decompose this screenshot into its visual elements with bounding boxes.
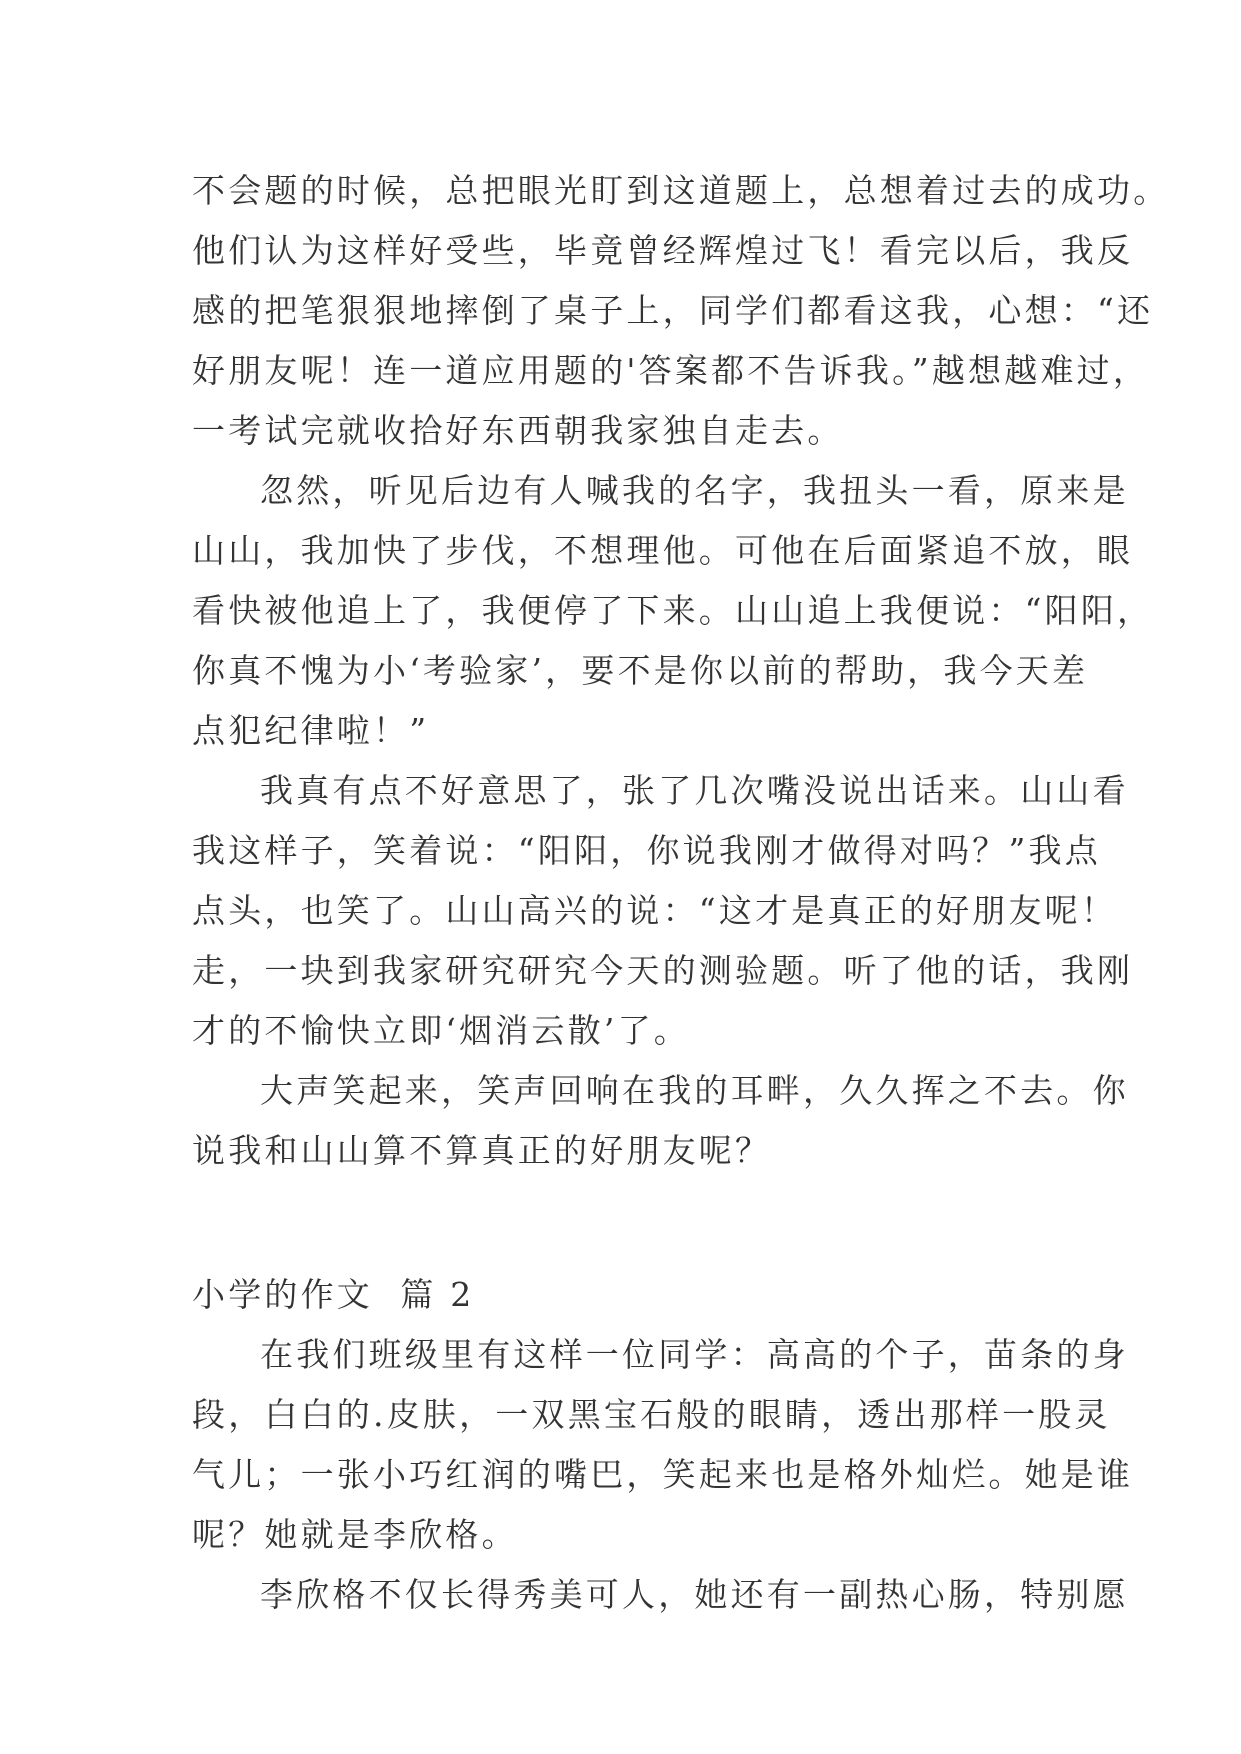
text-line: 看快被他追上了，我便停了下来。山山追上我便说：“阳阳， (192, 591, 1154, 630)
text-line: 李欣格不仅长得秀美可人，她还有一副热心肠，特别愿 (260, 1575, 1129, 1614)
text-line: 气儿；一张小巧红润的嘴巴，笑起来也是格外灿烂。她是谁 (192, 1455, 1134, 1494)
text-line: 好朋友呢！连一道应用题的'答案都不告诉我。”越想越难过， (192, 351, 1150, 390)
paragraph (192, 761, 1134, 1061)
text-line: 忽然，听见后边有人喊我的名字，我扭头一看，原来是 (260, 471, 1129, 510)
text-line: 才的不愉快立即‘烟消云散’了。 (192, 1011, 690, 1050)
text-line: 感的把笔狠狠地摔倒了桌子上，同学们都看这我，心想：“还 (192, 291, 1154, 330)
text-line: 我这样子，笑着说：“阳阳，你说我刚才做得对吗？”我点 (192, 831, 1101, 870)
text-line: 走，一块到我家研究研究今天的测验题。听了他的话，我刚 (192, 951, 1134, 990)
paragraph (192, 1565, 1129, 1625)
text-line: 他们认为这样好受些，毕竟曾经辉煌过飞！看完以后，我反 (192, 231, 1134, 270)
text-line: 一考试完就收拾好东西朝我家独自走去。 (192, 411, 844, 450)
text-line: 点犯纪律啦！” (192, 711, 430, 750)
text-line: 呢？她就是李欣格。 (192, 1515, 518, 1554)
text-line: 你真不愧为小‘考验家’，要不是你以前的帮助，我今天差 (192, 651, 1089, 690)
text-line: 大声笑起来，笑声回响在我的耳畔，久久挥之不去。你 (260, 1071, 1129, 1110)
paragraph (192, 1325, 1134, 1565)
section-title-text: 小学的作文 篇 2 (192, 1275, 475, 1314)
text-line: 说我和山山算不算真正的好朋友呢？ (192, 1131, 772, 1170)
text-line: 点头，也笑了。山山高兴的说：“这才是真正的好朋友呢！ (192, 891, 1118, 930)
document-body (192, 161, 1170, 1625)
text-line: 我真有点不好意思了，张了几次嘴没说出话来。山山看 (260, 771, 1129, 810)
paragraph (192, 161, 1170, 461)
section-title (192, 1265, 1052, 1325)
text-line: 山山，我加快了步伐，不想理他。可他在后面紧追不放，眼 (192, 531, 1134, 570)
paragraph (192, 1061, 1129, 1181)
text-line: 不会题的时候，总把眼光盯到这道题上，总想着过去的成功。 (192, 171, 1170, 210)
paragraph (192, 461, 1154, 761)
text-line: 段，白白的.皮肤，一双黑宝石般的眼睛，透出那样一股灵 (192, 1395, 1111, 1434)
text-line: 在我们班级里有这样一位同学：高高的个子，苗条的身 (260, 1335, 1129, 1374)
